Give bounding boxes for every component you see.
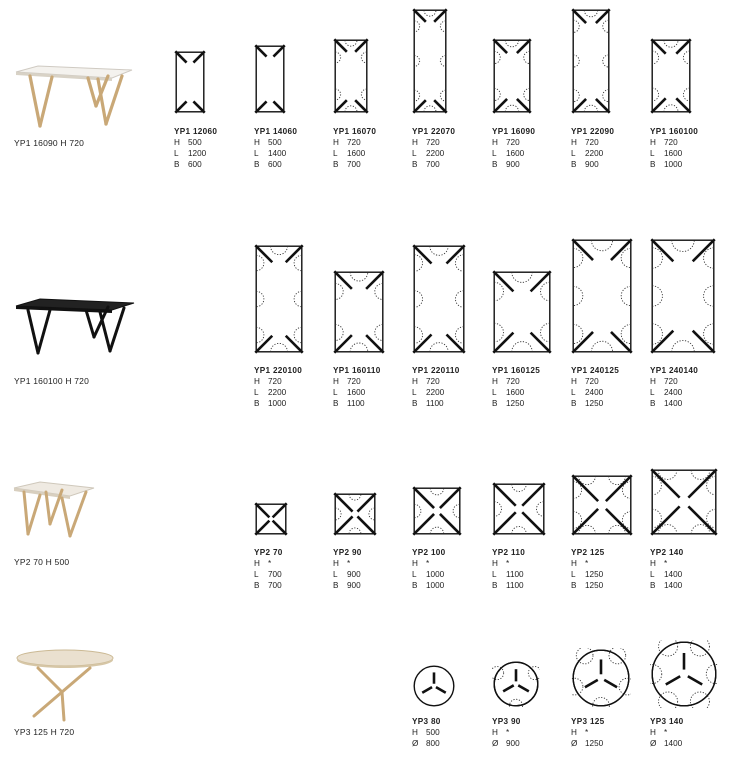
square-table-plan-icon	[254, 502, 288, 536]
spec-key: H	[650, 728, 656, 737]
spec-key: L	[412, 388, 417, 397]
spec-value: 720	[664, 138, 678, 147]
spec-key: H	[571, 559, 577, 568]
spec-key: Ø	[650, 739, 657, 748]
spec-value: 1250	[585, 570, 604, 579]
spec-key: H	[333, 377, 339, 386]
spec-value: 500	[268, 138, 282, 147]
spec-key: B	[650, 160, 656, 169]
spec-value: 1000	[664, 160, 683, 169]
spec-key: L	[174, 149, 179, 158]
spec-key: L	[650, 570, 655, 579]
spec-key: L	[333, 149, 338, 158]
spec-value: 1600	[347, 149, 366, 158]
spec-value: 720	[585, 138, 599, 147]
spec-value: 2200	[585, 149, 604, 158]
spec-line	[571, 738, 605, 749]
spec-value: *	[347, 559, 351, 568]
spec-key: L	[254, 570, 259, 579]
spec-value: 900	[506, 160, 520, 169]
spec-value: 700	[347, 160, 361, 169]
model-code: YP2 110	[492, 548, 526, 557]
spec-key: L	[571, 388, 576, 397]
spec-key: H	[571, 377, 577, 386]
spec-key: H	[412, 377, 418, 386]
model-code: YP2 90	[333, 548, 362, 557]
spec-value: *	[585, 559, 589, 568]
spec-value: 1600	[506, 149, 525, 158]
model-code: YP1 220100	[254, 366, 303, 375]
spec-value: 2200	[426, 149, 445, 158]
spec-key: L	[571, 149, 576, 158]
model-code: YP1 16070	[333, 127, 377, 136]
model-code: YP1 240140	[650, 366, 699, 375]
spec-line	[333, 580, 362, 591]
spec-key: B	[254, 399, 260, 408]
square-table-plan-icon	[333, 492, 377, 536]
spec-line	[254, 558, 283, 569]
spec-line	[492, 727, 521, 738]
model-code: YP3 90	[492, 717, 521, 726]
model-specs	[492, 716, 521, 749]
spec-line	[650, 727, 684, 738]
spec-value: 600	[268, 160, 282, 169]
spec-value: *	[268, 559, 272, 568]
spec-key: L	[254, 388, 259, 397]
spec-line	[492, 738, 521, 749]
spec-key: B	[254, 581, 260, 590]
spec-value: 500	[426, 728, 440, 737]
spec-value: 1100	[347, 399, 365, 408]
table-model-item	[571, 0, 649, 772]
spec-key: H	[650, 559, 656, 568]
spec-value: 1600	[506, 388, 525, 397]
spec-value: 720	[426, 377, 440, 386]
spec-key: B	[492, 160, 498, 169]
spec-line	[254, 569, 283, 580]
spec-key: B	[412, 160, 418, 169]
model-specs	[333, 547, 362, 591]
model-code: YP1 22070	[412, 127, 456, 136]
spec-key: H	[650, 138, 656, 147]
spec-line	[650, 738, 684, 749]
spec-key: L	[412, 149, 417, 158]
spec-key: B	[650, 581, 656, 590]
model-code: YP1 240125	[571, 366, 620, 375]
spec-line	[174, 137, 217, 148]
spec-key: B	[571, 160, 577, 169]
spec-value: 1400	[664, 570, 683, 579]
spec-key: H	[412, 138, 418, 147]
spec-key: H	[254, 138, 260, 147]
spec-value: 1400	[268, 149, 287, 158]
photo-label: YP1 160100 H 720	[14, 376, 90, 386]
spec-key: B	[571, 399, 577, 408]
spec-key: Ø	[571, 739, 578, 748]
spec-value: 720	[506, 138, 520, 147]
spec-value: 720	[585, 377, 599, 386]
model-code: YP1 22090	[571, 127, 615, 136]
spec-line	[412, 738, 441, 749]
spec-key: L	[492, 388, 497, 397]
model-code: YP3 140	[650, 717, 684, 726]
spec-value: 700	[426, 160, 440, 169]
spec-key: B	[333, 399, 339, 408]
table-model-item	[412, 0, 490, 772]
spec-value: 1250	[585, 581, 604, 590]
spec-key: H	[333, 138, 339, 147]
spec-key: B	[254, 160, 260, 169]
spec-value: 2200	[426, 388, 445, 397]
spec-key: B	[333, 160, 339, 169]
spec-value: 500	[188, 138, 202, 147]
spec-value: 720	[347, 138, 361, 147]
spec-value: 2400	[585, 388, 604, 397]
model-code: YP2 140	[650, 548, 684, 557]
model-code: YP1 160100	[650, 127, 699, 136]
round-table-plan-icon	[412, 664, 456, 708]
model-code: YP1 14060	[254, 127, 298, 136]
spec-key: H	[492, 138, 498, 147]
spec-key: H	[333, 559, 339, 568]
spec-value: *	[506, 728, 510, 737]
spec-value: 1000	[268, 399, 287, 408]
spec-value: 1600	[664, 149, 683, 158]
spec-key: L	[650, 149, 655, 158]
spec-key: L	[492, 570, 497, 579]
model-code: YP1 160125	[492, 366, 541, 375]
round-table-plan-icon	[650, 640, 718, 708]
model-specs	[571, 716, 605, 749]
spec-value: 1400	[664, 581, 683, 590]
spec-value: 1100	[426, 399, 444, 408]
spec-key: L	[412, 570, 417, 579]
spec-value: 1250	[506, 399, 525, 408]
spec-key: B	[412, 581, 418, 590]
spec-key: Ø	[412, 739, 419, 748]
model-specs	[412, 716, 441, 749]
spec-line	[333, 558, 362, 569]
spec-key: L	[333, 388, 338, 397]
spec-value: 720	[506, 377, 520, 386]
spec-value: 1000	[426, 581, 445, 590]
spec-value: 720	[347, 377, 361, 386]
table-model-item	[254, 0, 332, 772]
spec-key: H	[650, 377, 656, 386]
spec-key: B	[492, 581, 498, 590]
spec-key: H	[571, 728, 577, 737]
table-model-item	[650, 0, 728, 772]
spec-key: Ø	[492, 739, 499, 748]
spec-line	[412, 727, 441, 738]
spec-value: *	[664, 728, 668, 737]
photo-label: YP1 16090 H 720	[14, 138, 85, 148]
spec-key: L	[492, 149, 497, 158]
model-code: YP2 100	[412, 548, 446, 557]
model-specs	[174, 126, 217, 170]
spec-value: *	[426, 559, 430, 568]
model-code: YP2 125	[571, 548, 605, 557]
table-model-item	[174, 0, 252, 772]
model-code: YP1 16090	[492, 127, 536, 136]
spec-value: 2200	[268, 388, 287, 397]
spec-value: *	[585, 728, 589, 737]
model-code: YP1 12060	[174, 127, 218, 136]
spec-value: 1600	[347, 388, 366, 397]
model-specs	[650, 716, 684, 749]
spec-value: 720	[426, 138, 440, 147]
photo-label: YP2 70 H 500	[14, 557, 70, 567]
model-code: YP1 220110	[412, 366, 460, 375]
spec-value: 900	[585, 160, 599, 169]
rect-table-plan-icon	[174, 50, 206, 114]
spec-key: H	[254, 377, 260, 386]
spec-key: H	[412, 559, 418, 568]
spec-key: H	[492, 559, 498, 568]
spec-value: 1100	[506, 581, 524, 590]
spec-value: *	[506, 559, 510, 568]
spec-value: 900	[347, 581, 361, 590]
spec-value: 700	[268, 581, 282, 590]
spec-value: 600	[188, 160, 202, 169]
spec-key: H	[571, 138, 577, 147]
model-specs	[254, 547, 283, 591]
spec-key: L	[650, 388, 655, 397]
spec-line	[333, 569, 362, 580]
spec-value: 720	[268, 377, 282, 386]
spec-value: 800	[426, 739, 440, 748]
spec-value: 1100	[506, 570, 524, 579]
spec-value: 1400	[664, 739, 683, 748]
spec-value: *	[664, 559, 668, 568]
spec-line	[174, 148, 217, 159]
spec-value: 900	[506, 739, 520, 748]
spec-key: L	[571, 570, 576, 579]
spec-key: L	[254, 149, 259, 158]
spec-line	[571, 727, 605, 738]
photo-label: YP3 125 H 720	[14, 727, 75, 737]
spec-line	[254, 580, 283, 591]
spec-value: 720	[664, 377, 678, 386]
table-model-item	[333, 0, 411, 772]
spec-value: 900	[347, 570, 361, 579]
spec-value: 1250	[585, 739, 604, 748]
spec-key: B	[571, 581, 577, 590]
model-code: YP1 160110	[333, 366, 381, 375]
spec-key: L	[333, 570, 338, 579]
spec-key: H	[254, 559, 260, 568]
round-table-plan-icon	[492, 660, 540, 708]
spec-value: 700	[268, 570, 282, 579]
spec-value: 2400	[664, 388, 683, 397]
model-code: YP2 70	[254, 548, 283, 557]
model-code: YP3 125	[571, 717, 605, 726]
model-code: YP3 80	[412, 717, 441, 726]
table-model-item	[492, 0, 570, 772]
spec-key: B	[412, 399, 418, 408]
spec-value: 1000	[426, 570, 445, 579]
spec-key: B	[174, 160, 180, 169]
spec-key: B	[492, 399, 498, 408]
spec-line	[174, 159, 217, 170]
spec-value: 1200	[188, 149, 207, 158]
spec-value: 1400	[664, 399, 683, 408]
round-table-plan-icon	[571, 648, 631, 708]
spec-key: H	[492, 728, 498, 737]
spec-key: H	[412, 728, 418, 737]
spec-key: B	[333, 581, 339, 590]
spec-key: B	[650, 399, 656, 408]
spec-key: H	[174, 138, 180, 147]
spec-key: H	[492, 377, 498, 386]
spec-value: 1250	[585, 399, 604, 408]
